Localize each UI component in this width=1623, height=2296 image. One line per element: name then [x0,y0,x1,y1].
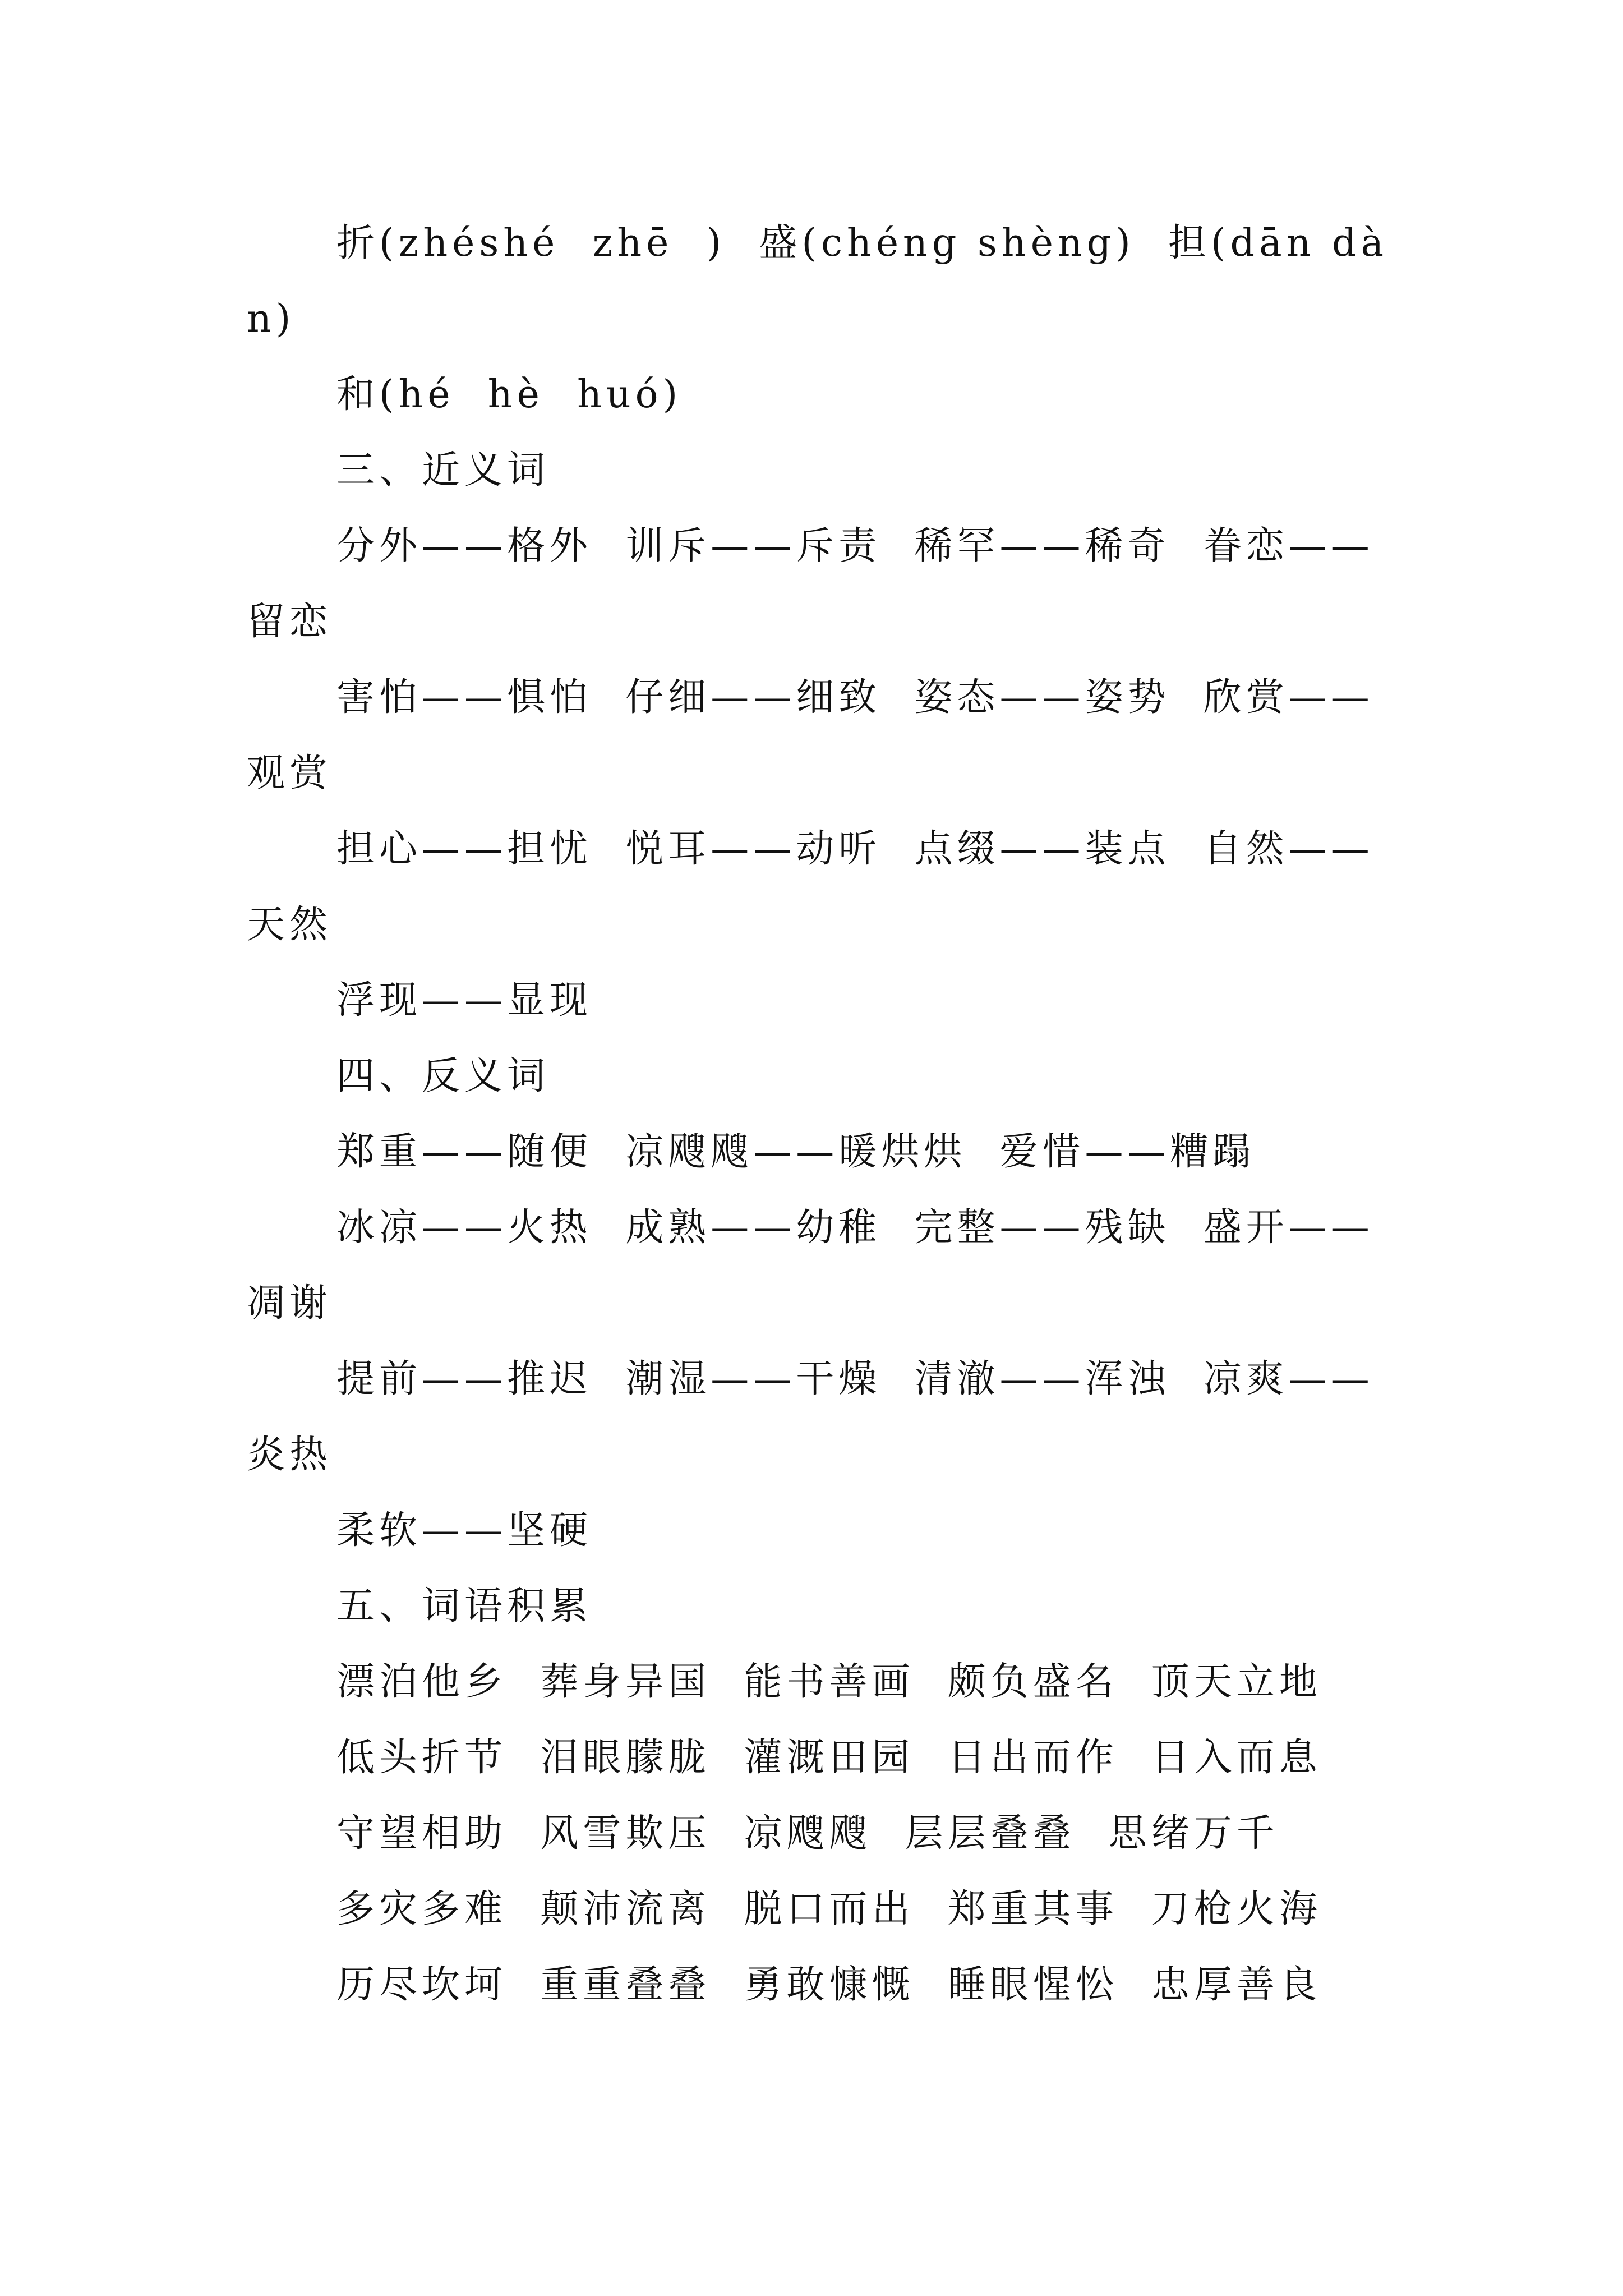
synonyms-row: 天然 [247,903,333,947]
synonyms-row: 害怕——惧怕 仔细——细致 姿态——姿势 欣赏—— [336,675,1374,720]
vocabulary-heading: 五、词语积累 [336,1584,593,1628]
pinyin-line-2: 和(hé hè huó) [336,372,683,417]
vocabulary-row: 历尽坎坷 重重叠叠 勇敢慷慨 睡眼惺忪 忠厚善良 [336,1963,1322,2007]
pinyin-line-1: 折(zhéshé zhē ) 盛(chéng shèng) 担(dān dà [336,221,1389,265]
antonyms-row: 炎热 [247,1433,333,1477]
vocabulary-row: 漂泊他乡 葬身异国 能书善画 颇负盛名 顶天立地 [336,1660,1322,1704]
vocabulary-row: 多灾多难 颠沛流离 脱口而出 郑重其事 刀枪火海 [336,1887,1322,1931]
synonyms-row: 留恋 [247,600,333,644]
vocabulary-row: 守望相助 风雪欺压 凉飕飕 层层叠叠 思绪万千 [336,1811,1279,1856]
synonyms-row: 浮现——显现 [336,978,593,1023]
antonyms-heading: 四、反义词 [336,1054,550,1098]
antonyms-row: 提前——推迟 潮湿——干燥 清澈——浑浊 凉爽—— [336,1357,1374,1401]
antonyms-row: 凋谢 [247,1281,333,1326]
synonyms-row: 观赏 [247,751,333,795]
synonyms-heading: 三、近义词 [336,448,550,493]
pinyin-line-1-continuation: n) [247,297,296,341]
synonyms-row: 担心——担忧 悦耳——动听 点缀——装点 自然—— [336,827,1374,871]
antonyms-row: 柔软——坚硬 [336,1508,593,1553]
antonyms-row: 冰凉——火热 成熟——幼稚 完整——残缺 盛开—— [336,1205,1374,1250]
vocabulary-row: 低头折节 泪眼朦胧 灌溉田园 日出而作 日入而息 [336,1736,1322,1780]
antonyms-row: 郑重——随便 凉飕飕——暖烘烘 爱惜——糟蹋 [336,1130,1256,1174]
synonyms-row: 分外——格外 训斥——斥责 稀罕——稀奇 眷恋—— [336,524,1374,568]
